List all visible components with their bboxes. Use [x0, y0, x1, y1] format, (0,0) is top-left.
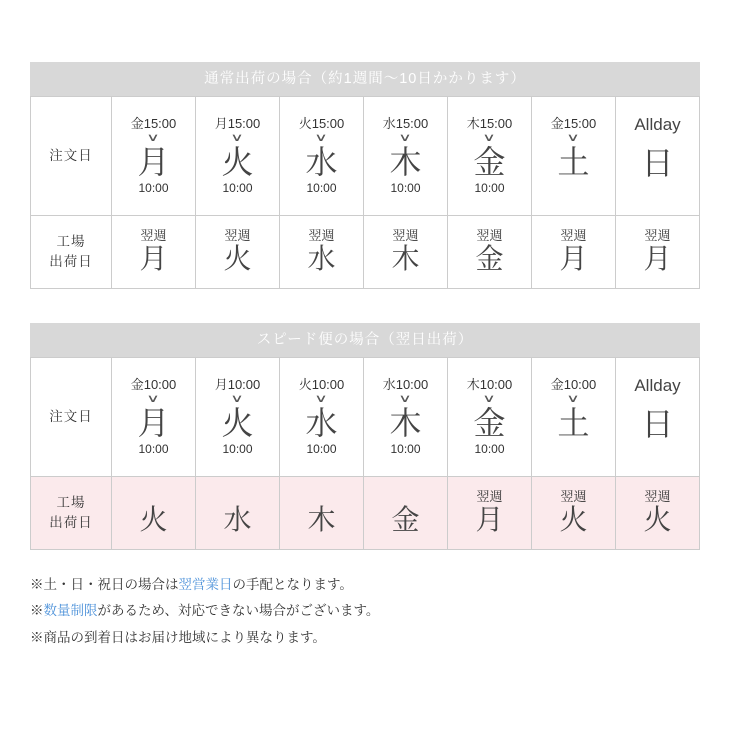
chevron-down-icon: ∨ — [230, 131, 245, 144]
note-suffix: があるため、対応できない場合がございます。 — [97, 603, 380, 619]
order-day: 金 — [473, 404, 506, 441]
schedule-table-speed — [30, 357, 700, 550]
note-prefix: ※土・日・祝日の場合は — [30, 577, 179, 592]
order-cell — [112, 97, 196, 216]
ship-cell — [532, 216, 616, 289]
ship-day: 月 — [559, 243, 588, 275]
order-deadline: Allday — [634, 114, 681, 134]
ship-week-prefix: 翌週 — [224, 228, 251, 244]
note-prefix: ※商品の到着日はお届け地域により異なります。 — [30, 629, 326, 645]
note-item — [30, 572, 700, 598]
chevron-down-icon: ∨ — [398, 131, 413, 144]
order-cell — [364, 97, 448, 216]
ship-cell — [448, 216, 532, 289]
order-deadline: 金15:00 — [130, 115, 177, 131]
ship-week-prefix: 翌週 — [140, 228, 167, 244]
order-day: 月 — [137, 143, 170, 180]
note-item — [30, 598, 700, 624]
order-cell — [532, 97, 616, 216]
order-cell — [112, 358, 196, 477]
row-label-ship-line2: 出荷日 — [49, 254, 93, 269]
note-item — [30, 625, 700, 651]
order-deadline: 金15:00 — [550, 115, 597, 131]
ship-cell — [364, 477, 448, 550]
block-title-normal: 通常出荷の場合（約1週間～10日かかります） — [30, 62, 700, 96]
ship-cell — [616, 477, 700, 550]
order-day: 日 — [641, 405, 674, 442]
order-cell — [196, 358, 280, 477]
order-time: 10:00 — [306, 442, 337, 457]
row-label-order: 注文日 — [31, 358, 112, 477]
ship-day: 水 — [223, 504, 252, 536]
chevron-down-icon: ∨ — [314, 131, 329, 144]
order-cell — [448, 97, 532, 216]
ship-week-prefix: 翌週 — [560, 489, 587, 505]
note-link: 数量制限 — [43, 603, 98, 619]
chevron-down-icon: ∨ — [482, 131, 497, 144]
chevron-down-icon: ∨ — [566, 131, 581, 144]
order-day: 土 — [557, 143, 590, 180]
chevron-down-icon: ∨ — [146, 131, 161, 144]
order-day: 金 — [473, 143, 506, 180]
ship-cell — [280, 216, 364, 289]
order-day: 月 — [137, 404, 170, 441]
schedule-table-normal — [30, 96, 700, 289]
order-deadline: Allday — [634, 375, 681, 395]
order-deadline: 木15:00 — [466, 115, 513, 131]
order-day: 水 — [305, 143, 338, 180]
order-time: 10:00 — [222, 442, 253, 457]
row-label-ship-line2: 出荷日 — [49, 515, 93, 530]
order-cell — [616, 97, 700, 216]
order-day: 木 — [389, 404, 422, 441]
order-deadline: 火15:00 — [298, 115, 345, 131]
order-deadline: 水10:00 — [382, 376, 429, 392]
row-label-ship-line1: 工場 — [56, 495, 86, 511]
table-row-order — [31, 358, 700, 477]
schedule-block-normal — [30, 62, 700, 289]
ship-week-prefix: 翌週 — [392, 228, 419, 244]
ship-cell — [112, 477, 196, 550]
schedule-block-speed — [30, 323, 700, 550]
order-day: 火 — [221, 143, 254, 180]
ship-cell — [364, 216, 448, 289]
block-title-speed: スピード便の場合（翌日出荷） — [30, 323, 700, 357]
order-cell — [532, 358, 616, 477]
order-day: 水 — [305, 404, 338, 441]
ship-day: 火 — [139, 504, 168, 536]
order-cell — [196, 97, 280, 216]
order-cell — [448, 358, 532, 477]
order-time: 10:00 — [306, 181, 337, 196]
ship-day: 月 — [139, 243, 168, 275]
order-time: 10:00 — [390, 442, 421, 457]
note-link: 翌営業日 — [178, 577, 233, 592]
order-deadline: 月10:00 — [214, 376, 261, 392]
order-day: 日 — [641, 144, 674, 181]
order-cell — [616, 358, 700, 477]
ship-cell — [448, 477, 532, 550]
order-time: 10:00 — [474, 442, 505, 457]
order-time: 10:00 — [390, 181, 421, 196]
row-label-order: 注文日 — [31, 97, 112, 216]
ship-day: 火 — [559, 504, 588, 536]
order-time: 10:00 — [474, 181, 505, 196]
ship-day: 水 — [307, 243, 336, 275]
ship-cell — [280, 477, 364, 550]
ship-day: 月 — [475, 504, 504, 536]
order-time: 10:00 — [222, 181, 253, 196]
note-suffix: の手配となります。 — [232, 577, 353, 592]
order-cell — [364, 358, 448, 477]
ship-day: 金 — [391, 504, 420, 536]
table-row-order — [31, 97, 700, 216]
chevron-down-icon: ∨ — [566, 392, 581, 405]
row-label-ship — [31, 477, 112, 550]
ship-cell — [112, 216, 196, 289]
ship-day: 木 — [391, 243, 420, 275]
order-deadline: 水15:00 — [382, 115, 429, 131]
ship-week-prefix: 翌週 — [308, 228, 335, 244]
ship-day: 火 — [643, 504, 672, 536]
ship-cell — [196, 477, 280, 550]
chevron-down-icon: ∨ — [230, 392, 245, 405]
order-time: 10:00 — [138, 181, 169, 196]
order-day: 土 — [557, 404, 590, 441]
ship-week-prefix: 翌週 — [644, 228, 671, 244]
chevron-down-icon: ∨ — [482, 392, 497, 405]
row-label-ship — [31, 216, 112, 289]
order-deadline: 金10:00 — [550, 376, 597, 392]
order-time: 10:00 — [138, 442, 169, 457]
table-row-ship-highlighted — [31, 477, 700, 550]
ship-cell — [196, 216, 280, 289]
ship-week-prefix: 翌週 — [644, 489, 671, 505]
chevron-down-icon: ∨ — [314, 392, 329, 405]
order-cell — [280, 97, 364, 216]
order-deadline: 火10:00 — [298, 376, 345, 392]
ship-cell — [532, 477, 616, 550]
order-deadline: 金10:00 — [130, 376, 177, 392]
notes-list — [30, 572, 700, 651]
chevron-down-icon: ∨ — [398, 392, 413, 405]
order-day: 木 — [389, 143, 422, 180]
ship-cell — [616, 216, 700, 289]
order-deadline: 月15:00 — [214, 115, 261, 131]
ship-day: 火 — [223, 243, 252, 275]
block-spacer — [30, 289, 700, 323]
order-cell — [280, 358, 364, 477]
row-label-ship-line1: 工場 — [56, 234, 86, 250]
ship-week-prefix: 翌週 — [476, 228, 503, 244]
order-day: 火 — [221, 404, 254, 441]
note-prefix: ※ — [30, 603, 44, 619]
ship-day: 木 — [307, 504, 336, 536]
table-row-ship — [31, 216, 700, 289]
order-deadline: 木10:00 — [466, 376, 513, 392]
ship-day: 月 — [643, 243, 672, 275]
ship-week-prefix: 翌週 — [560, 228, 587, 244]
chevron-down-icon: ∨ — [146, 392, 161, 405]
ship-day: 金 — [475, 243, 504, 275]
ship-week-prefix: 翌週 — [476, 489, 503, 505]
